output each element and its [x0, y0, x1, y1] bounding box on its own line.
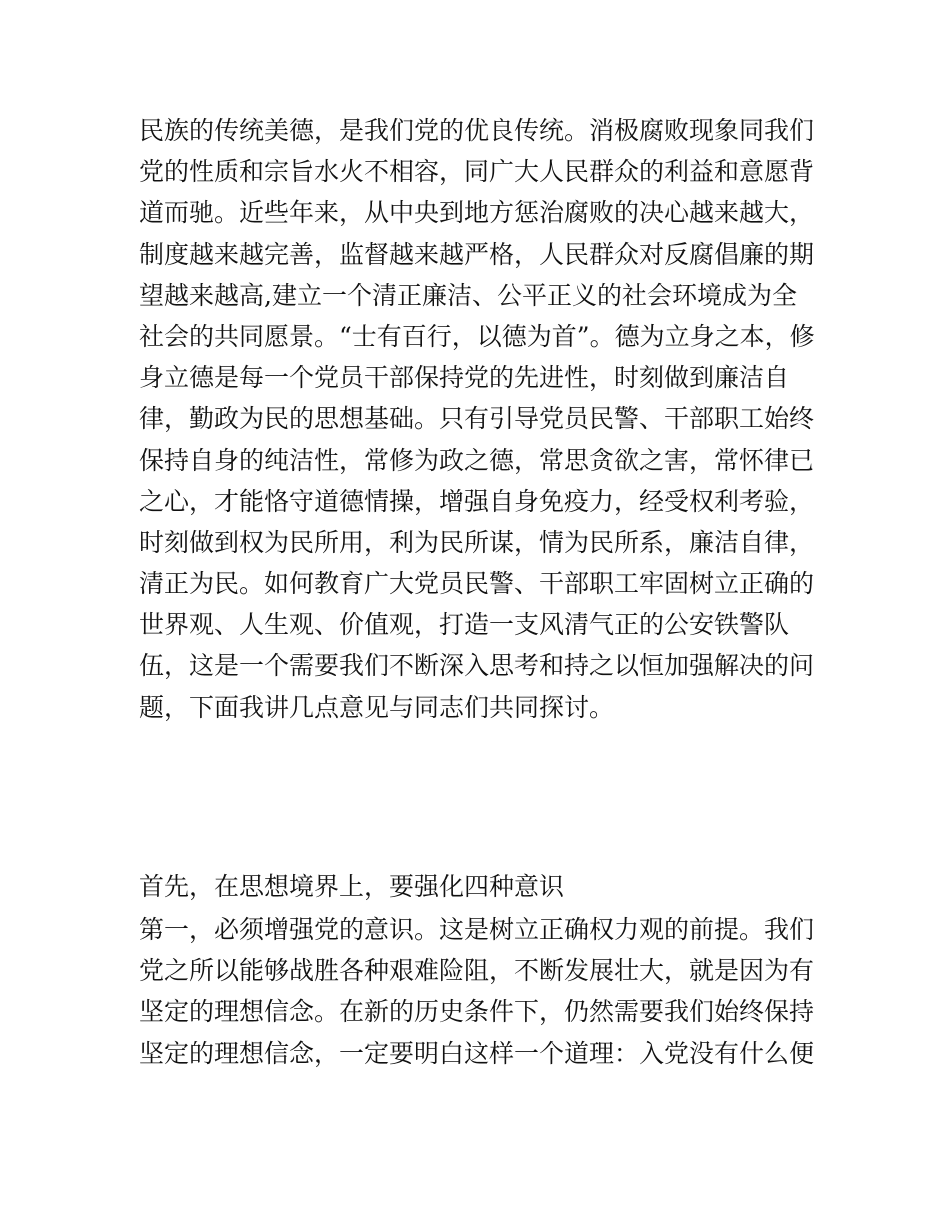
text-line: 党的性质和宗旨水火不相容，同广大人民群众的利益和意愿背 — [139, 157, 815, 187]
text-line: 党之所以能够战胜各种艰难险阻，不断发展壮大，就是因为有 — [139, 956, 815, 986]
section-heading: 首先，在思想境界上，要强化四种意识 — [139, 872, 565, 901]
text-line: 世界观、人生观、价值观，打造一支风清气正的公安铁警队 — [139, 610, 790, 640]
text-line: 道而驰。近些年来，从中央到地方惩治腐败的决心越来越大， — [139, 198, 815, 228]
text-line: 望越来越高,建立一个清正廉洁、公平正义的社会环境成为全 — [139, 280, 797, 310]
section-heading-block — [139, 866, 819, 907]
paragraph-1 — [139, 110, 819, 728]
text-line: 身立德是每一个党员干部保持党的先进性，时刻做到廉洁自 — [139, 363, 790, 393]
text-line: 民族的传统美德，是我们党的优良传统。消极腐败现象同我们 — [139, 116, 815, 145]
text-line: 律，勤政为民的思想基础。只有引导党员民警、干部职工始终 — [139, 404, 815, 434]
text-line: 制度越来越完善，监督越来越严格，人民群众对反腐倡廉的期 — [139, 239, 815, 269]
text-line: 之心，才能恪守道德情操，增强自身免疫力，经受权利考验， — [139, 486, 815, 516]
text-line: 保持自身的纯洁性，常修为政之德，常思贪欲之害，常怀律已 — [139, 445, 815, 475]
text-line: 题，下面我讲几点意见与同志们共同探讨。 — [139, 692, 615, 722]
text-line: 坚定的理想信念。在新的历史条件下，仍然需要我们始终保持 — [139, 997, 815, 1027]
text-line: 第一，必须增强党的意识。这是树立正确权力观的前提。我们 — [139, 915, 815, 944]
text-line: 社会的共同愿景。“士有百行，以德为首”。德为立身之本，修 — [139, 321, 815, 351]
text-line: 坚定的理想信念，一定要明白这样一个道理：入党没有什么便 — [139, 1038, 815, 1068]
text-line: 伍，这是一个需要我们不断深入思考和持之以恒加强解决的问 — [139, 651, 815, 681]
paragraph-2 — [139, 909, 819, 1074]
text-line: 清正为民。如何教育广大党员民警、干部职工牢固树立正确的 — [139, 569, 815, 599]
text-line: 时刻做到权为民所用，利为民所谋，情为民所系，廉洁自律， — [139, 527, 815, 557]
